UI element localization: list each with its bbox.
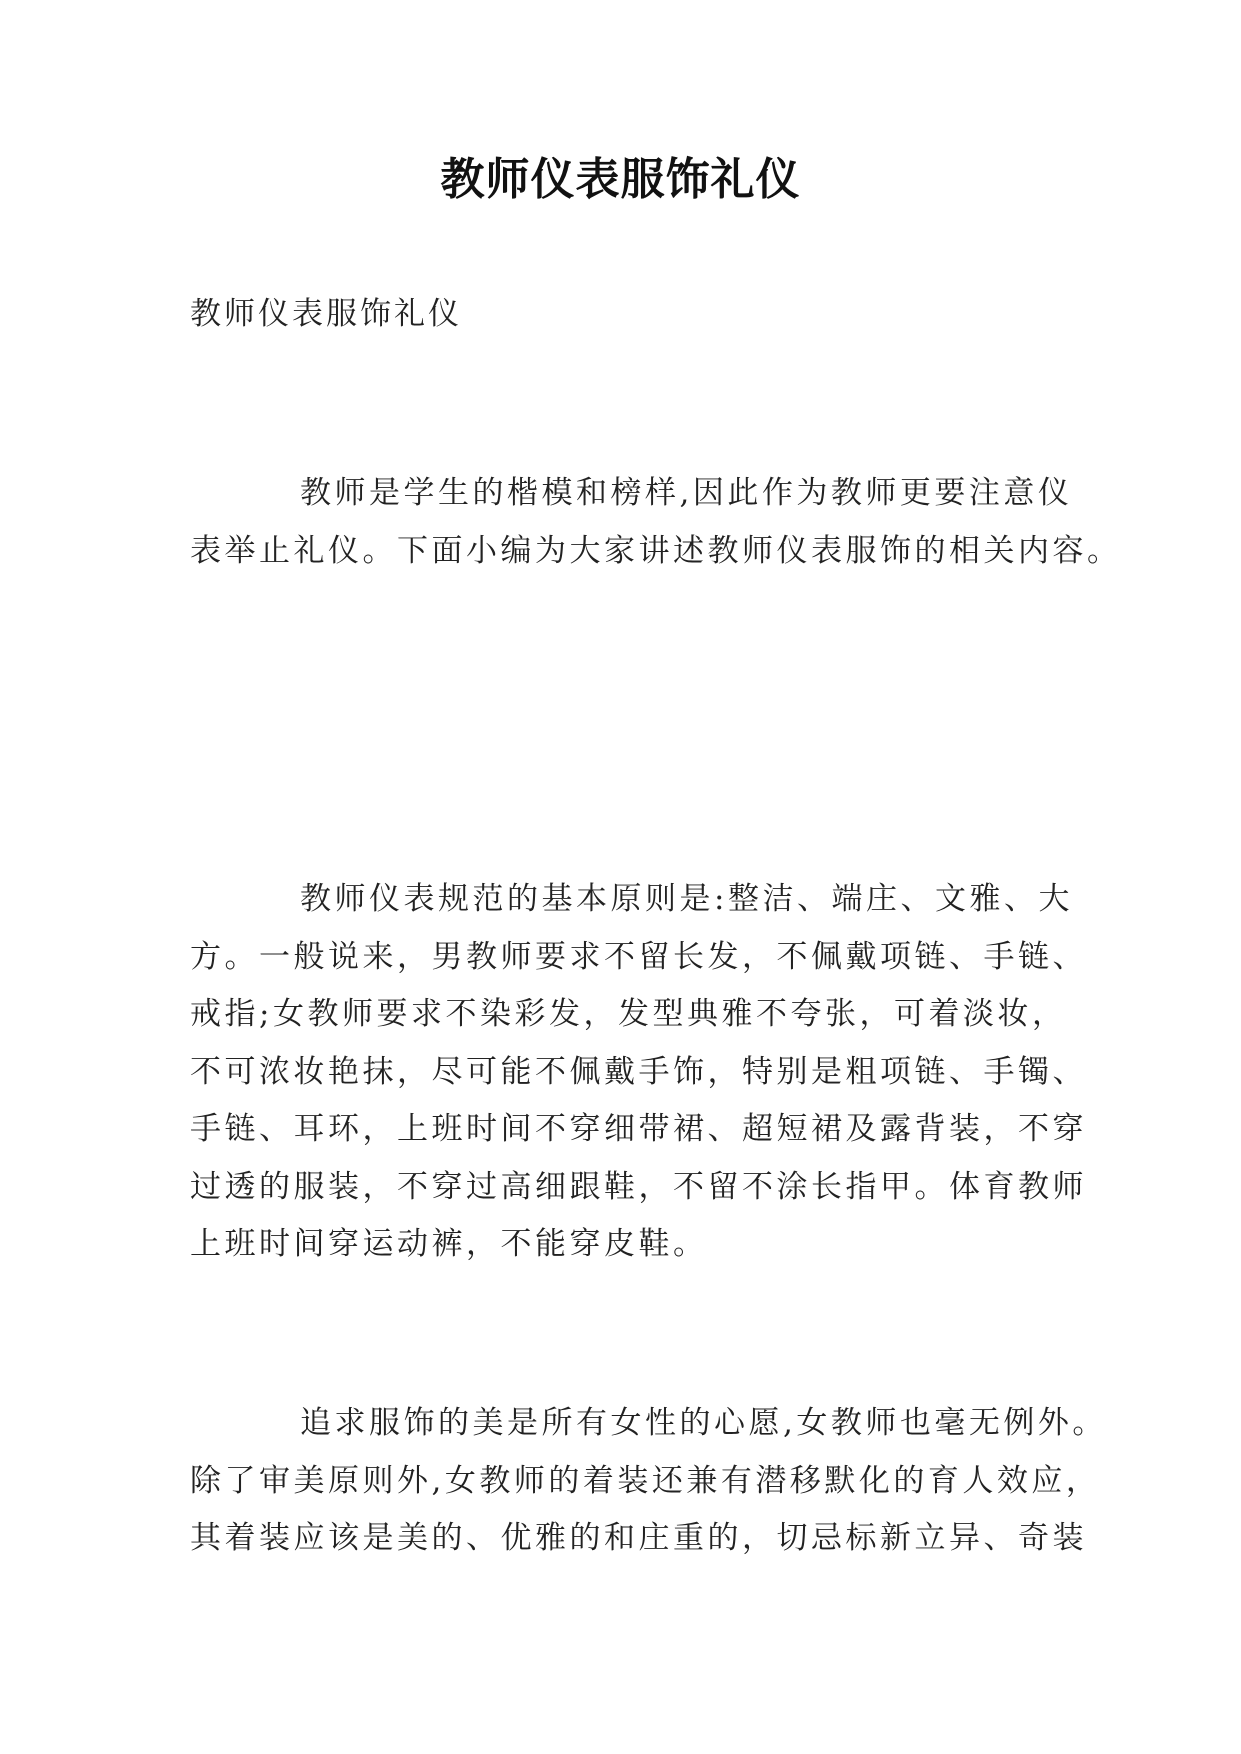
- paragraph-line: 不可浓妆艳抹，尽可能不佩戴手饰，特别是粗项链、手镯、: [190, 1053, 1087, 1090]
- paragraph-line: 追求服饰的美是所有女性的心愿,女教师也毫无例外。: [300, 1405, 1107, 1441]
- paragraph-line: 方。一般说来，男教师要求不留长发，不佩戴项链、手链、: [190, 938, 1087, 975]
- paragraph-line: 戒指;女教师要求不染彩发，发型典雅不夸张，可着淡妆，: [190, 996, 1067, 1032]
- paragraph-intro: [190, 465, 1122, 580]
- paragraph-line: 上班时间穿运动裤，不能穿皮鞋。: [190, 1226, 708, 1262]
- paragraph-line: 教师是学生的楷模和榜样,因此作为教师更要注意仪: [300, 475, 1073, 511]
- paragraph-line: 其着装应该是美的、优雅的和庄重的，切忌标新立异、奇装: [190, 1520, 1087, 1556]
- document-title: 教师仪表服饰礼仪: [440, 154, 801, 205]
- document-subtitle: 教师仪表服饰礼仪: [190, 296, 462, 332]
- paragraph-line: 表举止礼仪。下面小编为大家讲述教师仪表服饰的相关内容。: [190, 532, 1122, 569]
- paragraph-line: 手链、耳环，上班时间不穿细带裙、超短裙及露背装，不穿: [190, 1111, 1087, 1147]
- paragraph-line: 除了审美原则外,女教师的着装还兼有潜移默化的育人效应，: [190, 1462, 1101, 1499]
- paragraph-female-teachers: [190, 1395, 1107, 1568]
- paragraph-principles: [190, 871, 1087, 1274]
- paragraph-line: 过透的服装，不穿过高细跟鞋，不留不涂长指甲。体育教师: [190, 1168, 1087, 1205]
- paragraph-line: 教师仪表规范的基本原则是:整洁、端庄、文雅、大: [300, 881, 1073, 917]
